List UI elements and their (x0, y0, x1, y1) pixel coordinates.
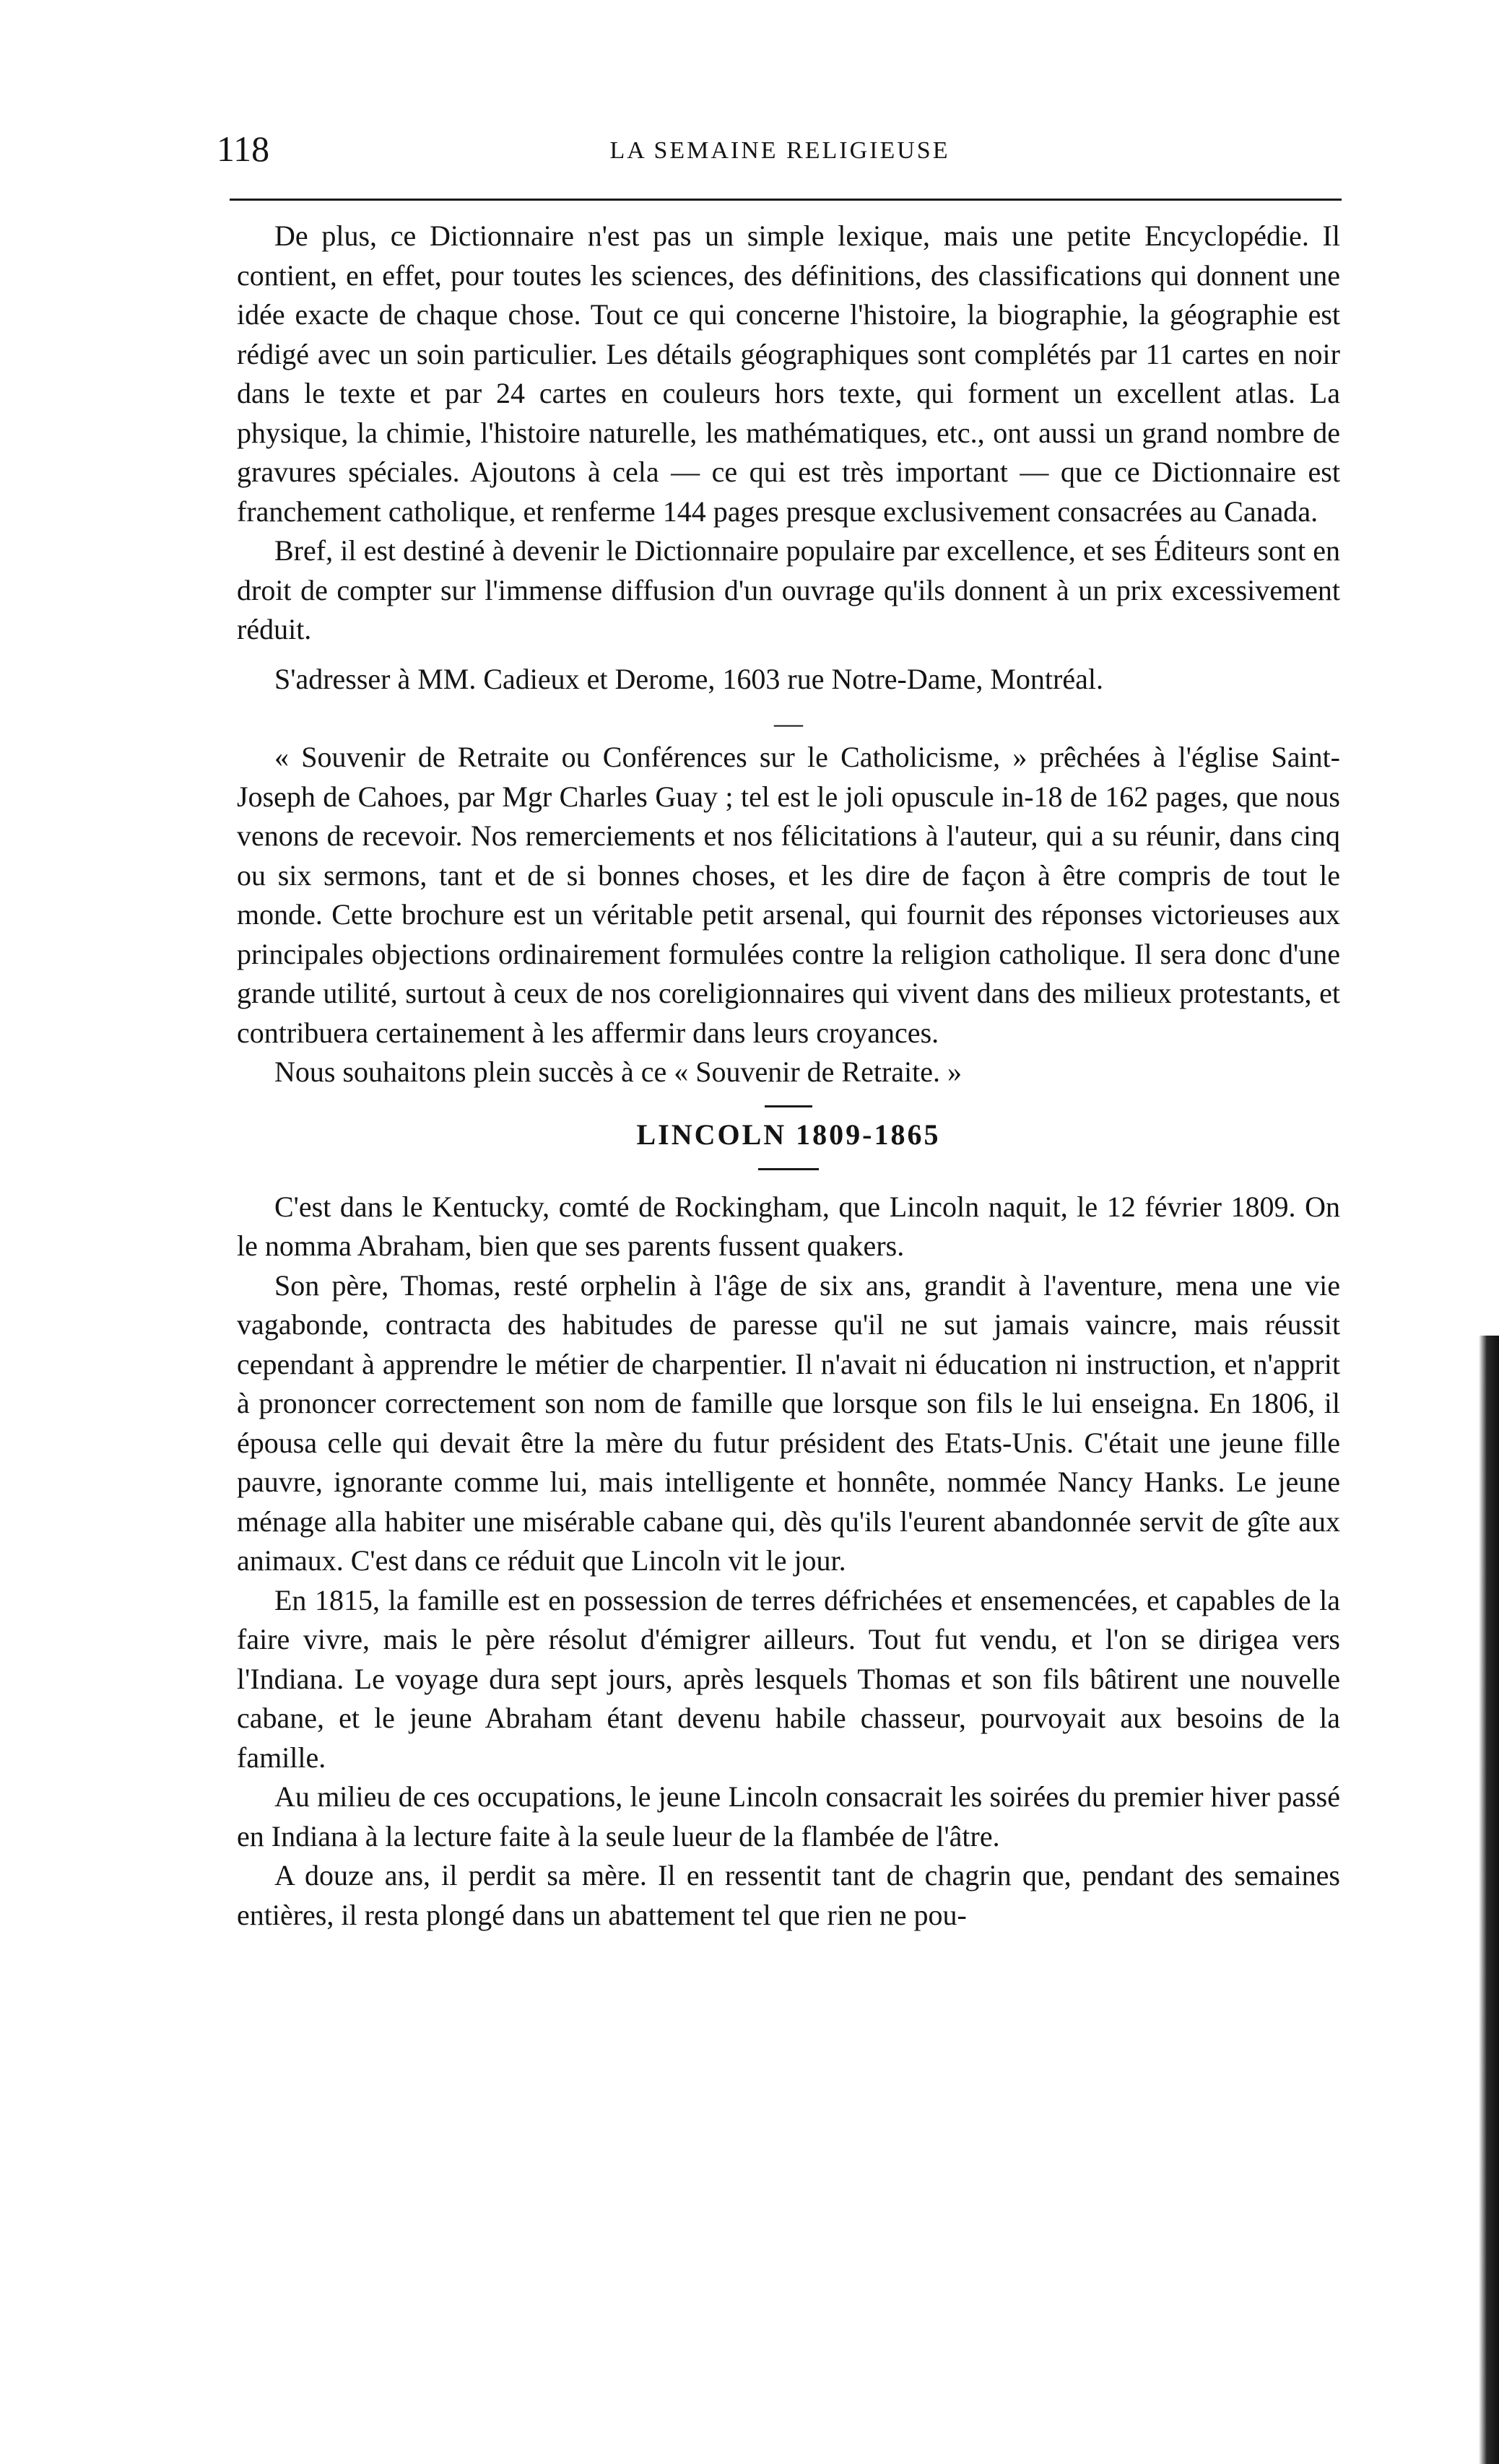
paragraph: En 1815, la famille est en possession de terres défrichées et ensemencées, et capables de la faire vivre, mais le père résolut d'émigrer ailleurs. Tout fut vendu, et l'on se dirigea vers l'Indiana. Le voyage dura sept jours, après lesquels Thomas et son fils bâtirent une nouvelle cabane, et le jeune Abraham étant devenu habile chasseur, pourvoyait aux besoins de la famille. (237, 1583, 1340, 1774)
header-rule (230, 199, 1342, 201)
scan-edge-shadow (1479, 1336, 1499, 2464)
page-header (217, 127, 1343, 170)
paragraph: Son père, Thomas, resté orphelin à l'âge de six ans, grandit à l'aventure, mena une vie vagabonde, contracta des habitudes de paresse qu'il ne sut jamais vaincre, mais réussit cependant à apprendre le métier de charpentier. Il n'avait ni éducation ni instruction, et n'apprit à prononcer correctement son nom de famille que lorsque son fils le lui enseigna. En 1806, il épousa celle qui devait être la mère du futur président des Etats-Unis. C'était une jeune fille pauvre, ignorante comme lui, mais intelligente et honnête, nommée Nancy Hanks. Le jeune ménage alla habiter une misérable cabane qui, dès qu'ils l'eurent abandonnée servit de gîte aux animaux. C'est dans ce réduit que Lincoln vit le jour. (237, 1268, 1340, 1577)
address-line: S'adresser à MM. Cadieux et Derome, 1603 rue Notre-Dame, Montréal. (274, 662, 1103, 695)
paragraph: Bref, il est destiné à devenir le Dictionnaire populaire par excellence, et ses Éditeurs sont en droit de compter sur l'immense diffusion d'un ouvrage qu'ils donnent à un prix excessivement réduit. (237, 534, 1340, 645)
article-body (237, 217, 1340, 1935)
paragraph: « Souvenir de Retraite ou Conférences sur le Catholicisme, » prêchées à l'église Saint-Joseph de Cahoes, par Mgr Charles Guay ; tel est le joli opuscule in-18 de 162 pages, que nous venons de recevoir. Nos remerciements et nos félicitations à l'auteur, qui a su réunir, dans cinq ou six sermons, tant et de si bonnes choses, et les dire de façon à être compris de tout le monde. Cette brochure est un véritable petit arsenal, qui fournit des réponses victorieuses aux principales objections ordinairement formulées contre la religion catholique. Il sera donc d'une grande utilité, surtout à ceux de nos coreligionnaires qui vivent dans des milieux protestants, et contribuera certainement à les affermir dans leurs croyances. (237, 741, 1340, 1049)
paragraph: Nous souhaitons plein succès à ce « Souvenir de Retraite. » (274, 1055, 962, 1088)
running-title: LA SEMAINE RELIGIEUSE (609, 137, 950, 164)
paragraph: C'est dans le Kentucky, comté de Rockingham, que Lincoln naquit, le 12 février 1809. On le nomma Abraham, bien que ses parents fussent quakers. (237, 1190, 1340, 1262)
separator-dash: — (774, 707, 803, 739)
paragraph: Au milieu de ces occupations, le jeune Lincoln consacrait les soirées du premier hiver passé en Indiana à la lecture faite à la seule lueur de la flambée de l'âtre. (237, 1780, 1340, 1853)
section-title: LINCOLN 1809-1865 (636, 1118, 941, 1151)
separator-rule (765, 1105, 812, 1107)
page-number: 118 (217, 129, 270, 169)
title-rule (758, 1168, 819, 1170)
paragraph: De plus, ce Dictionnaire n'est pas un simple lexique, mais une petite Encyclopédie. Il contient, en effet, pour toutes les sciences, des définitions, des classifications qui donnent une idée exacte de chaque chose. Tout ce qui concerne l'histoire, la biographie, la géographie est rédigé avec un soin particulier. Les détails géographiques sont complétés par 11 cartes en noir dans le texte et par 24 cartes en couleurs hors texte, qui forment un excellent atlas. La physique, la chimie, l'histoire naturelle, les mathématiques, etc., ont aussi un grand nombre de gravures spéciales. Ajoutons à cela — ce qui est très important — que ce Dictionnaire est franchement catholique, et renferme 144 pages presque exclusivement consacrées au Canada. (237, 219, 1340, 528)
paragraph: A douze ans, il perdit sa mère. Il en ressentit tant de chagrin que, pendant des semaines entières, il resta plongé dans un abattement tel que rien ne pou- (237, 1859, 1340, 1931)
